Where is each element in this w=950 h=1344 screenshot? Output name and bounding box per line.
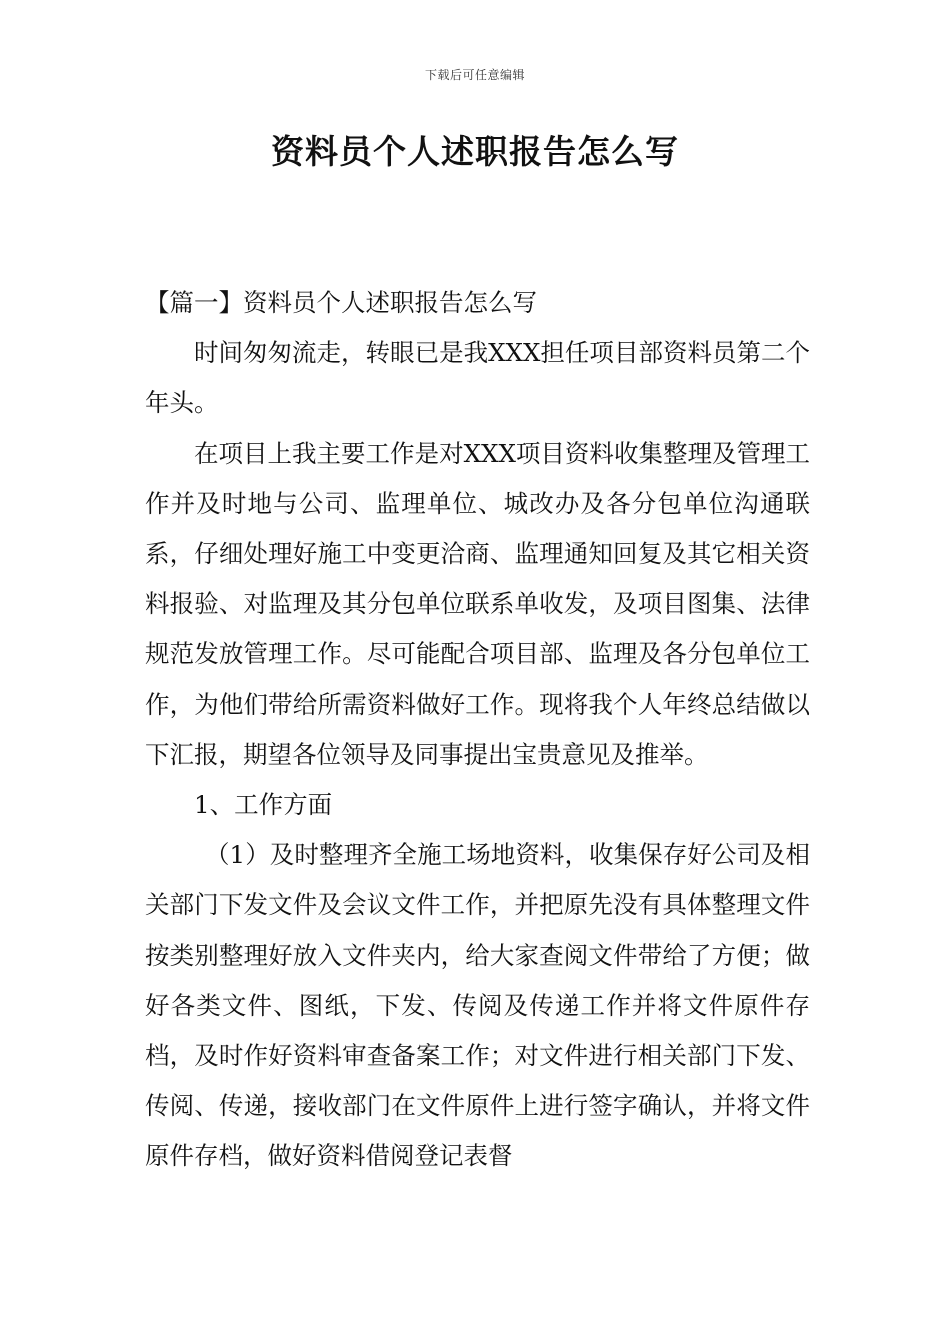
document-body bbox=[145, 278, 810, 1182]
paragraph-1: 时间匆匆流走，转眼已是我XXX担任项目部资料员第二个年头。 bbox=[145, 338, 810, 418]
paragraph-2: 在项目上我主要工作是对XXX项目资料收集整理及管理工作并及时地与公司、监理单位、城改办及各分包单位沟通联系，仔细处理好施工中变更洽商、监理通知回复及其它相关资料报验、对监理及其分包单位联系单收发，及项目图集、法律规范发放管理工作。尽可能配合项目部、监理及各分包单位工作，为他们带给所需资料做好工作。现将我个人年终总结做以下汇报，期望各位领导及同事提出宝贵意见及推举。 bbox=[145, 438, 810, 769]
paragraph-item-1: （1）及时整理齐全施工场地资料，收集保存好公司及相关部门下发文件及会议文件工作，并把原先没有具体整理文件按类别整理好放入文件夹内，给大家查阅文件带给了方便；做好各类文件、图纸，下发、传阅及传递工作并将文件原件存档，及时作好资料审查备案工作；对文件进行相关部门下发、传阅、传递，接收部门在文件原件上进行签字确认，并将文件原件存档，做好资料借阅登记表督 bbox=[145, 840, 810, 1171]
header-note: 下载后可任意编辑 bbox=[424, 68, 525, 82]
document-title: 资料员个人述职报告怎么写 bbox=[271, 132, 679, 171]
subheading-work: 1、工作方面 bbox=[194, 790, 333, 820]
section-heading: 【篇一】资料员个人述职报告怎么写 bbox=[145, 288, 537, 317]
